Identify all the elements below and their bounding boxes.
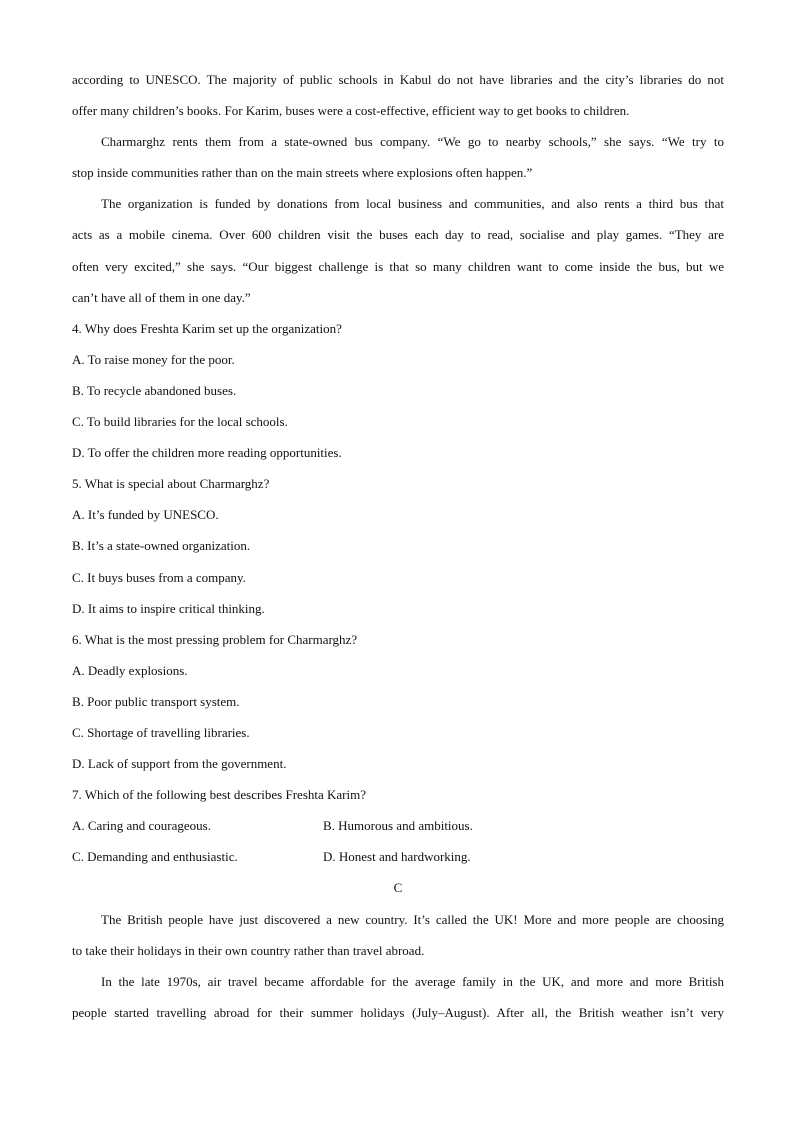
answer-option: C. Shortage of travelling libraries. [72,724,250,740]
answer-option: C. It buys buses from a company. [72,569,246,585]
answer-option: A. Caring and courageous. [72,818,211,834]
text-line: acts as a mobile cinema. Over 600 children visit the buses each day to read, socialise and play games. “They are [72,227,724,243]
answer-option: A. It’s funded by UNESCO. [72,507,219,523]
text-line: offer many children’s books. For Karim, buses were a cost-effective, efficient way to get books to children. [72,103,630,119]
question-4 [72,313,724,468]
answer-option: C. Demanding and enthusiastic. [72,849,238,865]
text-line: people started travelling abroad for their summer holidays (July–August). After all, the British weather isn’t very [72,1004,724,1020]
answer-option: B. Humorous and ambitious. [323,818,473,834]
answer-option: B. Poor public transport system. [72,693,240,709]
passage-c-paragraph-2 [72,966,724,1028]
document-content [72,64,724,1028]
text-line: often very excited,” she says. “Our biggest challenge is that so many children want to come inside the bus, but we [72,258,724,274]
text-line: to take their holidays in their own country rather than travel abroad. [72,942,425,958]
section-heading: C [393,880,403,896]
text-line: Charmarghz rents them from a state-owned bus company. “We go to nearby schools,” she says. “We try to [101,134,724,150]
answer-option: B. It’s a state-owned organization. [72,538,251,554]
text-line: can’t have all of them in one day.” [72,289,251,305]
question-7 [72,779,724,872]
answer-option: C. To build libraries for the local schools. [72,414,288,430]
answer-option: A. Deadly explosions. [72,662,188,678]
answer-option: B. To recycle abandoned buses. [72,382,237,398]
question-5 [72,468,724,623]
answer-option: D. Honest and hardworking. [323,849,471,865]
text-line: stop inside communities rather than on the main streets where explosions often happen.” [72,165,533,181]
passage-b-paragraph-3 [72,188,724,312]
text-line: The organization is funded by donations from local business and communities, and also rents a third bus that [101,196,724,212]
text-line: according to UNESCO. The majority of public schools in Kabul do not have libraries and the city’s libraries do not [72,72,724,87]
question-stem: 6. What is the most pressing problem for Charmarghz? [72,631,358,647]
question-stem: 5. What is special about Charmarghz? [72,476,270,492]
answer-option: A. To raise money for the poor. [72,351,235,367]
passage-c-paragraph-1 [72,904,724,966]
text-line: The British people have just discovered a new country. It’s called the UK! More and more people are choosing [101,911,724,927]
answer-option-row [72,810,724,841]
question-stem: 7. Which of the following best describes Freshta Karim? [72,787,366,803]
answer-option: D. It aims to inspire critical thinking. [72,600,265,616]
answer-option: D. To offer the children more reading opportunities. [72,445,342,461]
passage-b-paragraph-2 [72,126,724,188]
text-line: In the late 1970s, air travel became affordable for the average family in the UK, and more and more British [101,973,724,989]
answer-option: D. Lack of support from the government. [72,756,287,772]
question-6 [72,624,724,779]
answer-option-row [72,841,724,872]
passage-b-paragraph-1 [72,64,724,126]
question-stem: 4. Why does Freshta Karim set up the organization? [72,320,342,336]
